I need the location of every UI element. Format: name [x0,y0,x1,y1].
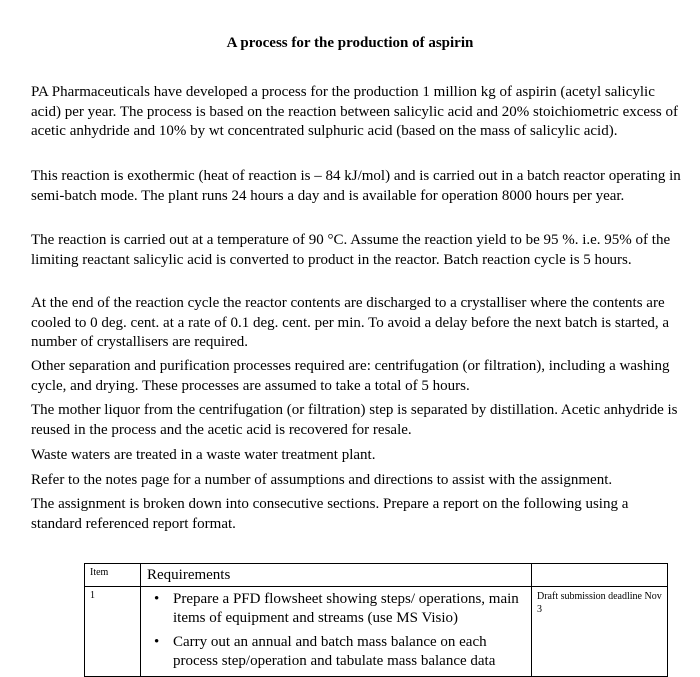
header-deadline [532,564,668,587]
paragraph-reaction-conditions: This reaction is exothermic (heat of reaction is – 84 kJ/mol) and is carried out in a batch reactor operating in semi-batch mode. The plant runs 24 hours a day and is available for operation 8000 hours per year. [31,168,681,204]
paragraph-temperature-yield: The reaction is carried out at a temperature of 90 °C. Assume the reaction yield to be 95 %. i.e. 95% of the limiting reactant salicylic acid is converted to product in the reactor. Batch reaction cycle is 5 hours. [31,232,671,268]
paragraph-notes-reference: Refer to the notes page for a number of assumptions and directions to assist with the assignment. [31,472,613,488]
bullet-icon: • [154,634,160,650]
table-row [85,587,668,677]
header-requirements-label: Requirements [147,567,231,583]
paragraph-crystalliser: At the end of the reaction cycle the reactor contents are discharged to a crystalliser where the contents are cooled to 0 deg. cent. at a rate of 0.1 deg. cent. per min. To avoid a delay before the next batch is started, a number of crystallisers are required. [31,295,670,350]
requirement-text: Prepare a PFD flowsheet showing steps/ operations, main items of equipment and streams (use MS Visio) [173,591,519,626]
row-item-number: 1 [85,587,141,677]
list-item [154,633,531,671]
requirement-text: Carry out an annual and batch mass balance on each process step/operation and tabulate mass balance data [173,634,496,669]
paragraph-mother-liquor: The mother liquor from the centrifugation (or filtration) step is separated by distillation. Acetic anhydride is reused in the process and the acetic acid is recovered for resale. [31,402,678,438]
paragraph-assignment: The assignment is broken down into consecutive sections. Prepare a report on the following using a standard referenced report format. [31,496,629,532]
bullet-icon: • [154,591,160,607]
table-header-row [85,564,668,587]
header-requirements [141,564,532,587]
row-requirements [141,587,532,677]
document-title: A process for the production of aspirin [226,35,474,51]
header-item: Item [85,564,141,587]
row-deadline: Draft submission deadline Nov 3 [532,587,668,677]
paragraph-process-overview: PA Pharmaceuticals have developed a process for the production 1 million kg of aspirin (acetyl salicylic acid) per year. The process is based on the reaction between salicylic acid and 20% stoichiometric excess of acetic anhydride and 10% by wt concentrated sulphuric acid (based on the mass of salicylic acid). [31,84,678,139]
requirements-table [84,563,668,677]
paragraph-waste-waters: Waste waters are treated in a waste water treatment plant. [31,447,376,463]
paragraph-separation: Other separation and purification processes required are: centrifugation (or filtration), including a washing cycle, and drying. These processes are assumed to take a total of 5 hours. [31,358,670,394]
list-item [154,590,531,628]
